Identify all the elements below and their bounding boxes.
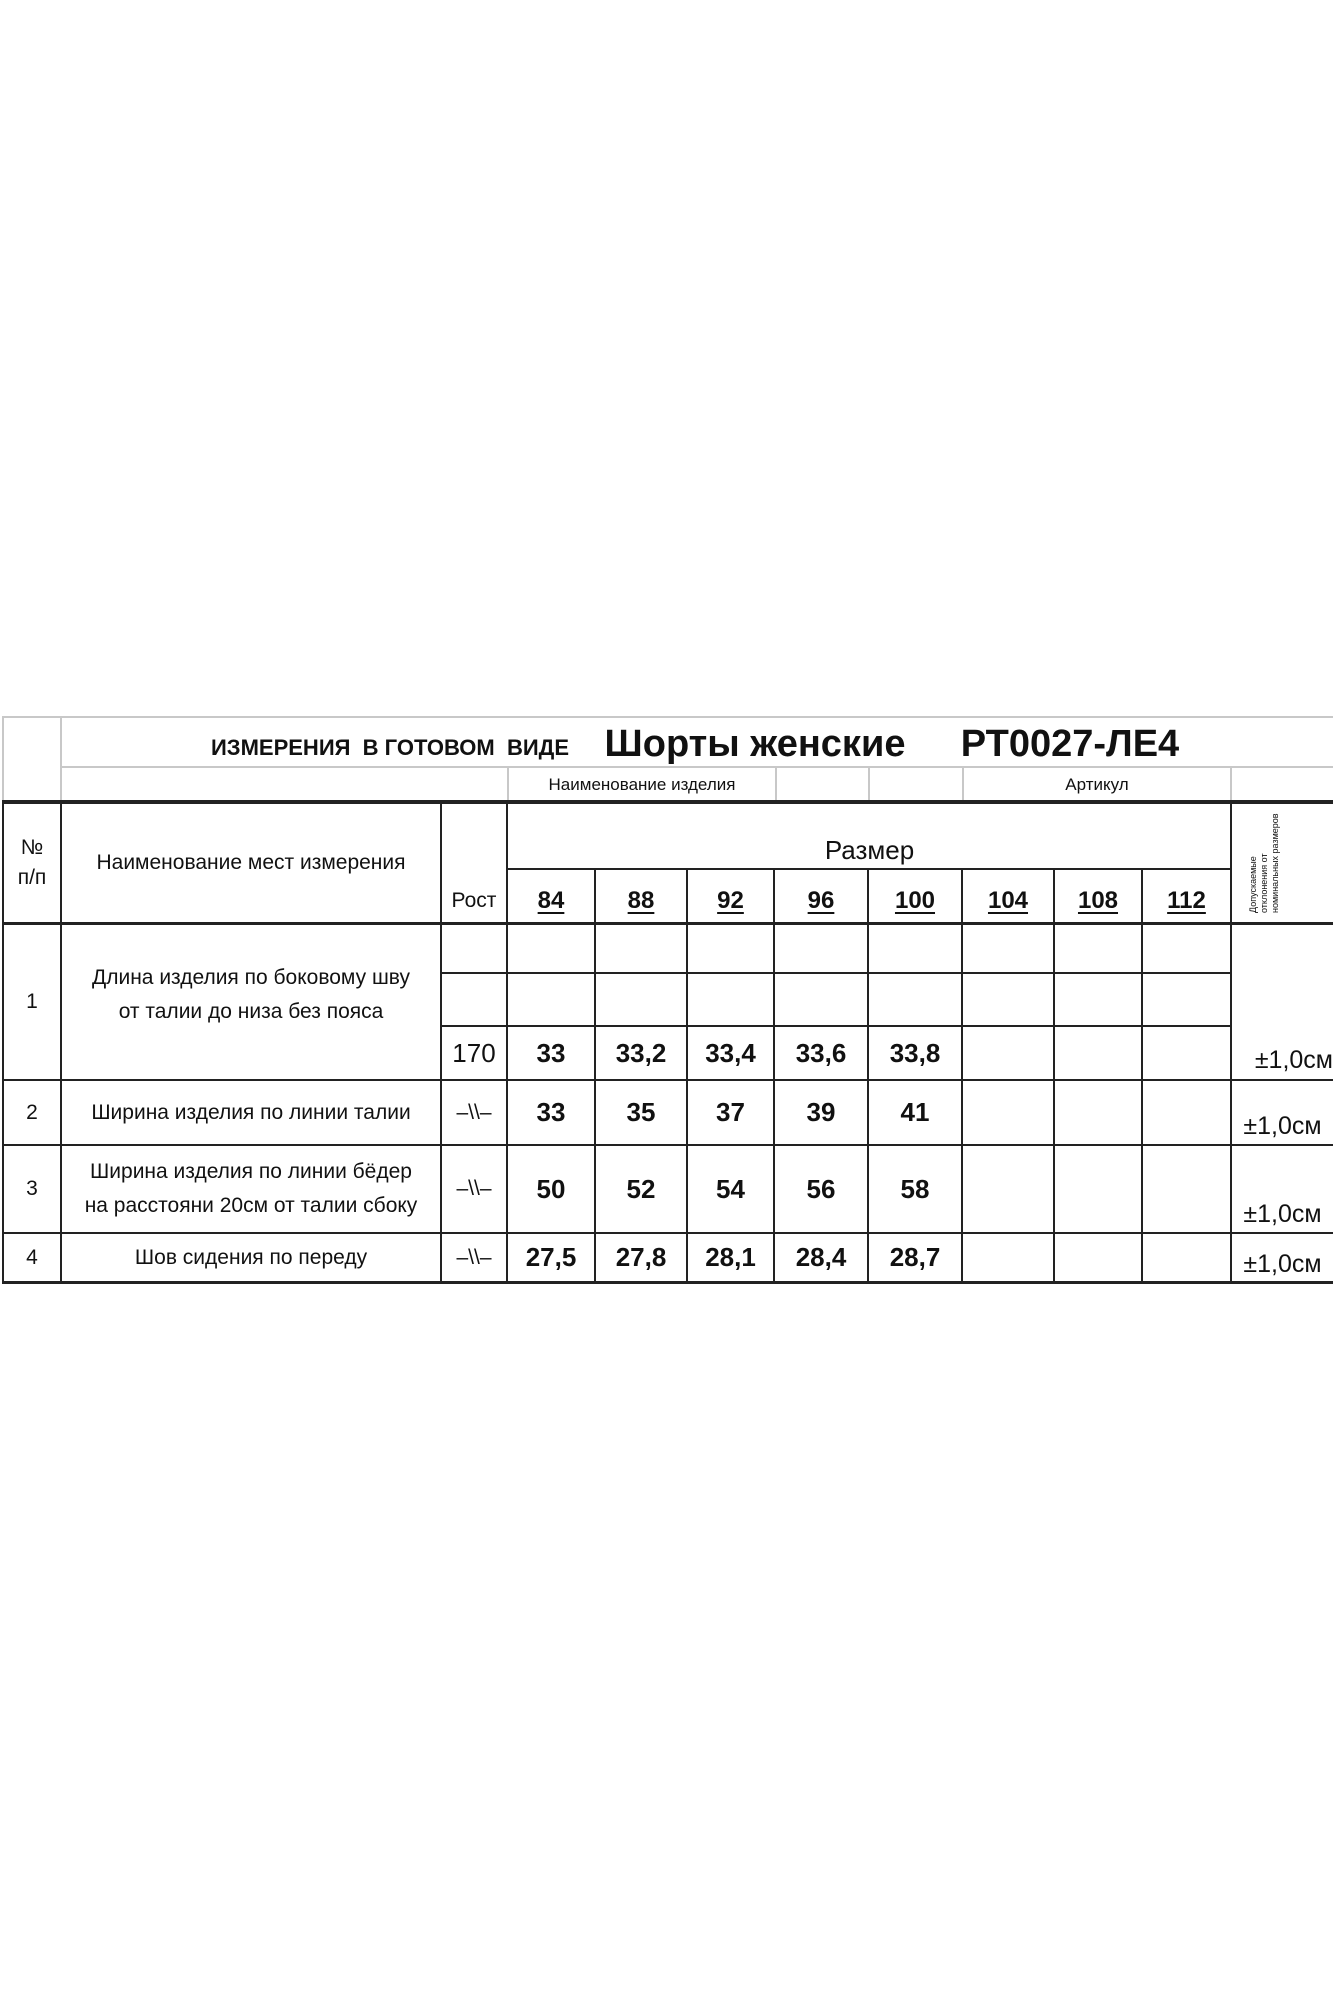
height-value: –\\– bbox=[456, 1100, 492, 1124]
table-border-bottom bbox=[2, 1281, 1333, 1284]
grid-line bbox=[775, 766, 777, 802]
grid-line bbox=[442, 972, 1232, 974]
size-value: 56 bbox=[806, 1173, 836, 1204]
height-value: –\\– bbox=[456, 1245, 492, 1269]
article-title: РТ0027-ЛЕ4 bbox=[960, 722, 1180, 765]
size-value: 28,7 bbox=[889, 1242, 941, 1272]
grid-line bbox=[1053, 868, 1055, 1284]
size-header: 112 bbox=[1167, 887, 1206, 914]
column-header-name: Наименование мест измерения bbox=[96, 851, 406, 874]
size-header: 92 bbox=[717, 887, 744, 914]
size-value: 28,1 bbox=[705, 1242, 756, 1272]
measure-label: ИЗМЕРЕНИЯ В ГОТОВОМ ВИДЕ bbox=[210, 735, 570, 760]
column-header-size: Размер bbox=[824, 834, 915, 865]
size-value: 50 bbox=[536, 1173, 566, 1204]
measurement-name: Ширина изделия по линии талии bbox=[91, 1100, 411, 1124]
article-caption: Артикул bbox=[1065, 775, 1129, 794]
grid-line bbox=[2, 922, 1333, 925]
size-header: 104 bbox=[987, 887, 1029, 914]
size-header: 108 bbox=[1077, 887, 1119, 914]
tolerance-value: ±1,0см bbox=[1243, 1111, 1322, 1140]
measurement-name: Шов сидения по переду bbox=[134, 1245, 368, 1269]
tolerance-value: ±1,0см bbox=[1243, 1199, 1322, 1228]
size-value: 33,4 bbox=[705, 1037, 756, 1068]
size-value: 33 bbox=[536, 1097, 566, 1127]
size-value: 35 bbox=[626, 1097, 656, 1127]
measurement-name-line: Ширина изделия по линии бёдер bbox=[90, 1160, 412, 1183]
grid-line bbox=[2, 716, 4, 802]
tolerance-value: ±1,0см bbox=[1254, 1045, 1333, 1074]
measurement-name-line: на расстояни 20см от талии сбоку bbox=[84, 1194, 418, 1217]
product-title: Шорты женские bbox=[604, 722, 906, 765]
column-header-number bbox=[4, 804, 60, 922]
measurement-name-line: Длина изделия по боковому шву bbox=[92, 966, 410, 989]
column-header-tolerance bbox=[1232, 804, 1333, 922]
measurement-name-line: от талии до низа без пояса bbox=[118, 1000, 384, 1023]
size-value: 39 bbox=[806, 1097, 836, 1127]
grid-line bbox=[1230, 766, 1232, 802]
size-value: 37 bbox=[716, 1097, 745, 1127]
tolerance-value: ±1,0см bbox=[1243, 1249, 1322, 1278]
height-value: –\\– bbox=[456, 1177, 492, 1200]
size-header: 100 bbox=[894, 887, 936, 914]
grid-line bbox=[60, 716, 62, 802]
size-value: 54 bbox=[716, 1173, 745, 1204]
measurement-name bbox=[62, 1146, 440, 1232]
size-value: 58 bbox=[900, 1173, 930, 1204]
measurement-name bbox=[62, 955, 440, 1035]
row-number: 3 bbox=[26, 1177, 38, 1200]
size-value: 33 bbox=[536, 1037, 566, 1068]
row-number: 2 bbox=[26, 1100, 38, 1124]
row-number: 4 bbox=[26, 1245, 38, 1269]
size-header: 88 bbox=[627, 887, 655, 914]
size-value: 33,6 bbox=[795, 1037, 847, 1068]
column-header-height: Рост bbox=[451, 889, 497, 912]
size-value: 41 bbox=[900, 1097, 930, 1127]
row-number: 1 bbox=[26, 990, 38, 1013]
column-header-tolerance-text: Допускаемые отклонения от номинальных размеров bbox=[1247, 813, 1280, 913]
size-value: 52 bbox=[626, 1173, 656, 1204]
product-caption: Наименование изделия bbox=[548, 775, 736, 794]
size-value: 27,8 bbox=[615, 1242, 667, 1272]
grid-line bbox=[1141, 868, 1143, 1284]
size-value: 33,2 bbox=[615, 1037, 667, 1068]
size-value: 28,4 bbox=[795, 1242, 847, 1272]
size-header: 96 bbox=[807, 887, 835, 914]
size-value: 33,8 bbox=[889, 1037, 941, 1068]
grid-line bbox=[868, 766, 870, 802]
grid-line bbox=[961, 868, 963, 1284]
size-value: 27,5 bbox=[525, 1242, 577, 1272]
height-value: 170 bbox=[452, 1037, 496, 1068]
column-header-number-text: № п/п bbox=[17, 836, 47, 889]
size-header: 84 bbox=[537, 887, 565, 914]
